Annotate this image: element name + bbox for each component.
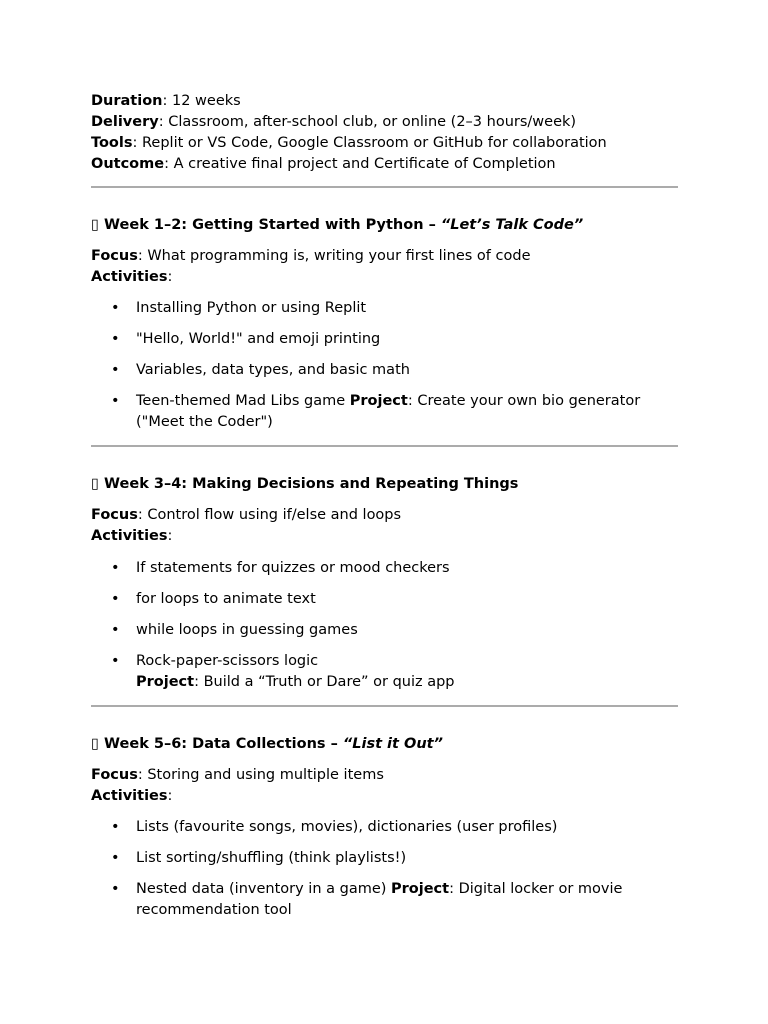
week-title-text: Week 3–4: Making Decisions and Repeating Things <box>104 476 519 492</box>
delivery-line <box>91 112 678 133</box>
duration-label: Duration <box>91 93 163 109</box>
bullet-icon: • <box>111 881 120 897</box>
duration-value: : 12 weeks <box>162 93 241 109</box>
tools-value: : Replit or VS Code, Google Classroom or GitHub for collaboration <box>132 135 607 151</box>
activities-heading <box>91 786 678 807</box>
project-label: Project <box>136 674 195 690</box>
bullet-icon: • <box>111 819 120 835</box>
divider <box>91 186 678 188</box>
delivery-value: : Classroom, after-school club, or online (2–3 hours/week) <box>158 114 577 130</box>
bullet-icon: • <box>111 653 120 669</box>
activities-heading <box>91 526 678 547</box>
list-item-text: If statements for quizzes or mood checkers <box>136 560 450 576</box>
list-item <box>91 558 678 579</box>
week-title-italic: “Let’s Talk Code” <box>440 217 584 233</box>
activities-label: Activities <box>91 528 168 544</box>
bullet-icon: • <box>111 591 120 607</box>
list-item <box>91 298 678 319</box>
bullet-icon: • <box>111 560 120 576</box>
week-1-2-title <box>91 215 678 236</box>
outcome-line <box>91 154 678 175</box>
focus-label: Focus <box>91 767 138 783</box>
document-page <box>91 91 678 921</box>
missing-glyph-icon: ▯ <box>91 736 99 752</box>
week-3-4-section <box>91 474 678 693</box>
bullet-icon: • <box>111 300 120 316</box>
bullet-icon: • <box>111 850 120 866</box>
divider <box>91 705 678 707</box>
divider <box>91 445 678 447</box>
list-item <box>91 651 678 693</box>
week-5-6-section <box>91 734 678 921</box>
list-item-text: while loops in guessing games <box>136 622 358 638</box>
focus-text: : Control flow using if/else and loops <box>137 507 402 523</box>
list-item <box>91 360 678 381</box>
course-info <box>91 91 678 175</box>
missing-glyph-icon: ▯ <box>91 217 99 233</box>
project-text: : Digital locker or movie recommendation tool <box>136 881 623 918</box>
list-item-text: "Hello, World!" and emoji printing <box>136 331 381 347</box>
bullet-icon: • <box>111 362 120 378</box>
week-3-4-title <box>91 474 678 495</box>
list-item-text: Nested data (inventory in a game) <box>136 881 392 897</box>
missing-glyph-icon: ▯ <box>91 476 99 492</box>
delivery-label: Delivery <box>91 114 159 130</box>
project-text: : Create your own bio generator ("Meet the Coder") <box>136 393 641 430</box>
tools-line <box>91 133 678 154</box>
list-item-text: Rock-paper-scissors logic <box>136 653 319 669</box>
outcome-label: Outcome <box>91 156 165 172</box>
focus-label: Focus <box>91 507 138 523</box>
focus-label: Focus <box>91 248 138 264</box>
bullet-icon: • <box>111 622 120 638</box>
activities-list <box>91 558 678 693</box>
list-item <box>91 817 678 838</box>
activities-colon: : <box>167 788 173 804</box>
activities-list <box>91 817 678 921</box>
list-item-text: Lists (favourite songs, movies), dictionaries (user profiles) <box>136 819 558 835</box>
list-item <box>91 620 678 641</box>
week-title-italic: “List it Out” <box>342 736 443 752</box>
list-item <box>91 391 678 433</box>
list-item-text: for loops to animate text <box>136 591 316 607</box>
focus-line <box>91 765 678 786</box>
week-1-2-section <box>91 215 678 433</box>
list-item-text: Variables, data types, and basic math <box>136 362 410 378</box>
week-title-text: Week 1–2: Getting Started with Python – <box>104 217 441 233</box>
project-label: Project <box>391 881 450 897</box>
week-title-text: Week 5–6: Data Collections – <box>104 736 343 752</box>
list-item <box>91 848 678 869</box>
list-item <box>91 329 678 350</box>
project-label: Project <box>349 393 408 409</box>
list-item-text: Teen-themed Mad Libs game <box>136 393 350 409</box>
outcome-value: : A creative final project and Certificate of Completion <box>164 156 556 172</box>
focus-text: : What programming is, writing your first lines of code <box>137 248 531 264</box>
list-item <box>91 589 678 610</box>
focus-text: : Storing and using multiple items <box>137 767 384 783</box>
week-5-6-title <box>91 734 678 755</box>
project-text: : Build a “Truth or Dare” or quiz app <box>194 674 455 690</box>
list-item-text: List sorting/shuffling (think playlists!) <box>136 850 407 866</box>
activities-label: Activities <box>91 269 168 285</box>
list-item-text: Installing Python or using Replit <box>136 300 367 316</box>
tools-label: Tools <box>91 135 133 151</box>
activities-colon: : <box>167 528 173 544</box>
list-item <box>91 879 678 921</box>
bullet-icon: • <box>111 331 120 347</box>
activities-heading <box>91 267 678 288</box>
focus-line <box>91 246 678 267</box>
activities-colon: : <box>167 269 173 285</box>
bullet-icon: • <box>111 393 120 409</box>
activities-label: Activities <box>91 788 168 804</box>
activities-list <box>91 298 678 433</box>
focus-line <box>91 505 678 526</box>
duration-line <box>91 91 678 112</box>
